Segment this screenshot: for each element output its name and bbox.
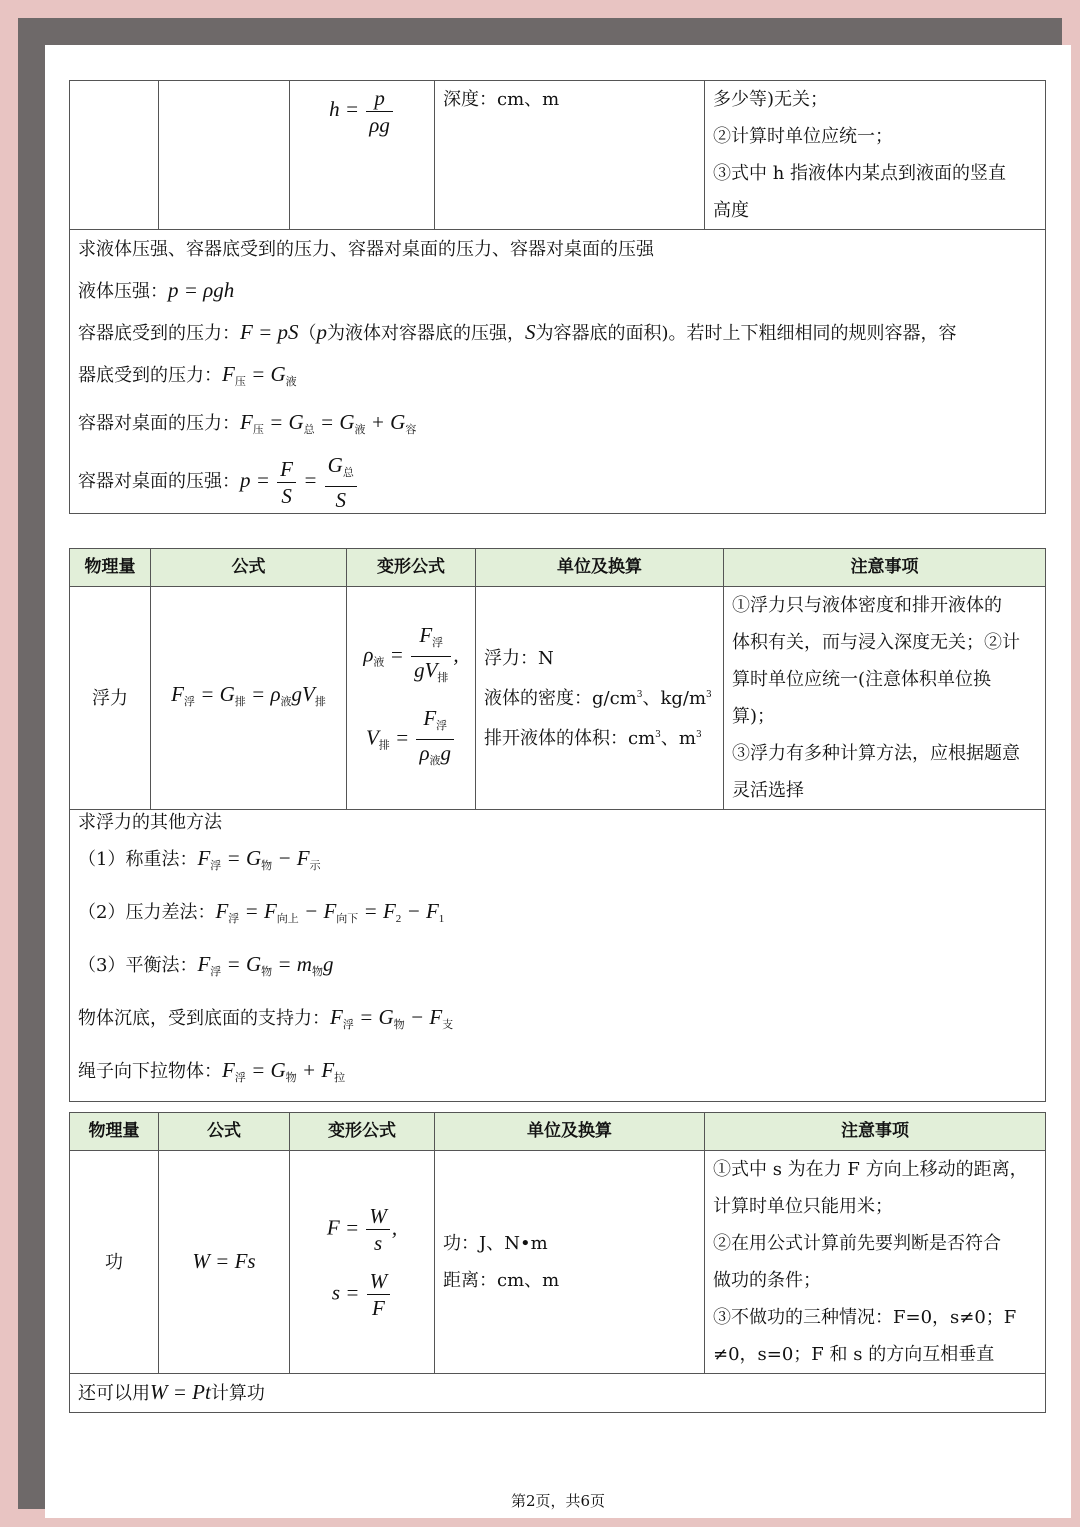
note-line: 高度 <box>713 200 749 221</box>
header-quantity: 物理量 <box>70 1113 159 1151</box>
cell-empty-2 <box>159 81 290 230</box>
note-line: ③式中 h 指液体内某点到液面的竖直 <box>713 163 1007 184</box>
buoyancy-table <box>69 548 1046 1102</box>
method-rope: 绳子向下拉物体：$F_浮 = G_物 + F_拉$ <box>78 1058 346 1084</box>
liquid-pressure-table <box>69 80 1046 514</box>
header-variant: 变形公式 <box>290 1113 435 1151</box>
cell-variant-work: F = $\frac{W}{s}$ , s = $\frac{W}{F}$ <box>290 1151 435 1374</box>
cell-formula-h <box>290 81 435 230</box>
extra-work-section: 还可以用W = Pt计算功 <box>70 1374 1046 1413</box>
header-formula: 公式 <box>159 1113 290 1151</box>
page-number: 第2页，共6页 <box>510 1492 606 1510</box>
page-frame <box>18 18 1062 1509</box>
note-line: ①式中 s 为在力 F 方向上移动的距离， <box>713 1159 1028 1180</box>
document-page <box>45 45 1071 1518</box>
work-table <box>69 1112 1046 1413</box>
extra-work-b: 计算功 <box>210 1383 265 1404</box>
header-variant: 变形公式 <box>347 549 476 587</box>
extra-work-a: 还可以用 <box>78 1383 150 1404</box>
line-table-force: 容器对桌面的压力：$F_压 = G_总 = G_液 + G_容$ <box>78 410 417 436</box>
method-pressure-diff: （2）压力差法：$F_浮 = F_{向上} - F_{向下} = F_2 - F_1$ <box>78 899 445 925</box>
note-line: ≠0，s=0；F 和 s 的方向互相垂直 <box>713 1344 995 1365</box>
cell-units-buoyancy <box>476 587 724 810</box>
note-line: 算时单位应统一(注意体积单位换 <box>732 669 992 690</box>
method-balance: （3）平衡法：$F_浮 = G_物 = m_物g$ <box>78 952 334 978</box>
line-bottom-force: 容器底受到的压力：F = pS（p为液体对容器底的压强，S为容器底的面积)。若时上下粗细相同的规则容器，容 <box>78 320 957 344</box>
line-table-pressure: 容器对桌面的压强：p = $\frac{F}{S}$ = $\frac{G_总}{S}$ <box>78 450 1037 513</box>
header-notes: 注意事项 <box>705 1113 1046 1151</box>
header-formula: 公式 <box>151 549 347 587</box>
note-line: 灵活选择 <box>732 780 804 801</box>
cell-formula-work: W = Fs <box>159 1151 290 1374</box>
cell-units-work <box>435 1151 705 1374</box>
cell-formula-buoyancy: $F_浮 = G_排 = \rho_液gV_排$ <box>151 587 347 810</box>
header-quantity: 物理量 <box>70 549 151 587</box>
cell-notes-work <box>705 1151 1046 1374</box>
unit-depth-text: 深度：cm、m <box>443 89 560 110</box>
cell-quantity-buoyancy: 浮力 <box>70 587 151 810</box>
note-line: 算)； <box>732 706 776 727</box>
note-line: ②在用公式计算前先要判断是否符合 <box>713 1233 1001 1254</box>
unit-line: 功：J、N•m <box>443 1233 548 1254</box>
line-liquid-pressure: 液体压强：p = ρgh <box>78 278 235 302</box>
cell-unit-depth <box>435 81 705 230</box>
note-line: 计算时单位只能用米； <box>713 1196 893 1217</box>
extra-title: 求液体压强、容器底受到的压力、容器对桌面的压力、容器对桌面的压强 <box>78 239 654 260</box>
cell-empty-1 <box>70 81 159 230</box>
note-line: 做功的条件； <box>713 1270 821 1291</box>
cell-variant-buoyancy: $\rho_液$ = $\frac{F_浮}{gV_排}$ , $V_排$ = $\frac{F_浮}{\rho_液g}$ <box>347 587 476 810</box>
header-units: 单位及换算 <box>476 549 724 587</box>
method-support: 物体沉底，受到底面的支持力：$F_浮 = G_物 - F_支$ <box>78 1005 454 1031</box>
formula-h: h = $\frac{p}{\rho g}$ <box>329 97 395 121</box>
extra-title: 求浮力的其他方法 <box>78 812 222 833</box>
extra-buoyancy-section <box>70 810 1046 1102</box>
unit-line: 浮力：N <box>484 647 554 669</box>
unit-line: 距离：cm、m <box>443 1270 560 1291</box>
line-bottom-force-2: 器底受到的压力：$F_压 = G_液$ <box>78 362 297 388</box>
cell-notes-buoyancy <box>724 587 1046 810</box>
note-line: ③不做功的三种情况：F=0，s≠0；F <box>713 1307 1017 1328</box>
cell-notes <box>705 81 1046 230</box>
note-line: ③浮力有多种计算方法，应根据题意 <box>732 743 1020 764</box>
note-line: 多少等)无关； <box>713 89 829 110</box>
header-notes: 注意事项 <box>724 549 1046 587</box>
note-line: ②计算时单位应统一； <box>713 126 893 147</box>
header-units: 单位及换算 <box>435 1113 705 1151</box>
cell-quantity-work: 功 <box>70 1151 159 1374</box>
extra-liquid-section <box>70 230 1046 514</box>
note-line: ①浮力只与液体密度和排开液体的 <box>732 595 1002 616</box>
note-line: 体积有关，而与浸入深度无关；②计 <box>732 632 1020 653</box>
unit-line: 排开液体的体积：$cm^3$、$m^3$ <box>484 727 702 749</box>
method-weighing: （1）称重法：$F_浮 = G_物 - F_示$ <box>78 846 321 872</box>
unit-line: 液体的密度：$g/cm^3$、$kg/m^3$ <box>484 687 712 709</box>
